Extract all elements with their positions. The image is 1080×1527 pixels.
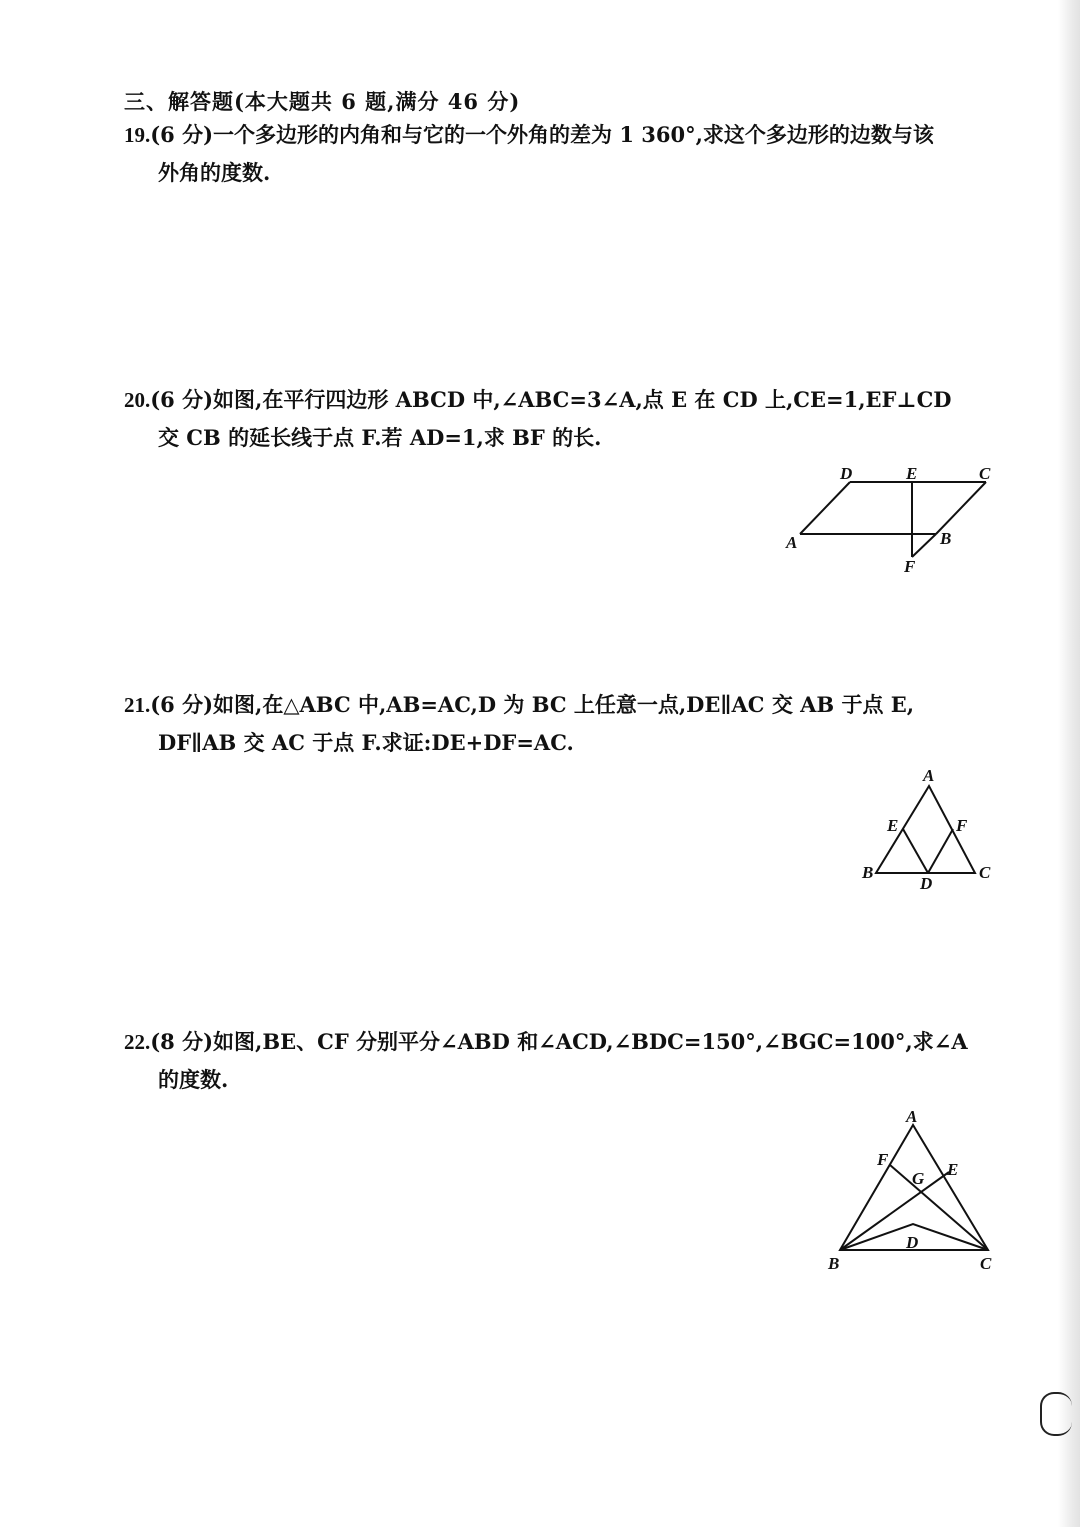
question-text-line1: (6 分)如图,在△ABC 中,AB=AC,D 为 BC 上任意一点,DE∥AC 交 AB 于点 E, xyxy=(150,692,915,717)
question-text-line2: 交 CB 的延长线于点 F.若 AD=1,求 BF 的长. xyxy=(158,425,602,450)
question-20 xyxy=(124,381,1004,457)
question-19 xyxy=(124,116,1004,192)
label-d: D xyxy=(906,1233,919,1252)
question-text-line1: (8 分)如图,BE、CF 分别平分∠ABD 和∠ACD,∠BDC=150°,∠BGC=100°,求∠A xyxy=(150,1029,968,1054)
label-c: C xyxy=(979,464,991,483)
label-a: A xyxy=(786,533,798,552)
question-21 xyxy=(124,686,1004,762)
question-number: 22. xyxy=(124,1030,151,1054)
question-number: 20. xyxy=(124,388,151,412)
label-b: B xyxy=(940,529,952,548)
label-f: F xyxy=(904,557,916,576)
label-f: F xyxy=(877,1150,889,1169)
question-text-line2: DF∥AB 交 AC 于点 F.求证:DE+DF=AC. xyxy=(158,730,574,755)
segment-de xyxy=(903,829,928,873)
parallelogram-figure xyxy=(770,455,1010,580)
angle-bisector-figure xyxy=(820,1100,1005,1280)
label-e: E xyxy=(887,816,899,835)
question-text-line2: 外角的度数. xyxy=(158,160,271,185)
label-f: F xyxy=(956,816,968,835)
question-number: 21. xyxy=(124,693,151,717)
segment-bf xyxy=(912,534,936,557)
label-d: D xyxy=(920,874,933,893)
segment-ad xyxy=(800,482,850,534)
label-a: A xyxy=(906,1107,918,1126)
label-c: C xyxy=(979,863,991,882)
question-number: 19. xyxy=(124,123,151,147)
segment-cf xyxy=(890,1165,988,1250)
segment-df xyxy=(928,829,953,873)
segment-be xyxy=(840,1172,949,1250)
page-edge-shadow xyxy=(1058,0,1080,1527)
label-e: E xyxy=(947,1160,959,1179)
label-b: B xyxy=(862,863,874,882)
isosceles-triangle-figure xyxy=(855,762,1005,894)
label-d: D xyxy=(840,464,853,483)
label-c: C xyxy=(980,1254,992,1273)
question-text-line1: (6 分)如图,在平行四边形 ABCD 中,∠ABC=3∠A,点 E 在 CD 上,CE=1,EF⊥CD xyxy=(150,387,952,412)
page-corner-mark xyxy=(1040,1392,1072,1436)
segment-cb xyxy=(936,482,986,534)
label-b: B xyxy=(828,1254,840,1273)
question-text-line2: 的度数. xyxy=(158,1067,229,1092)
label-a: A xyxy=(923,766,935,785)
question-22 xyxy=(124,1023,1004,1099)
label-g: G xyxy=(912,1169,925,1188)
question-text-line1: (6 分)一个多边形的内角和与它的一个外角的差为 1 360°,求这个多边形的边数与该 xyxy=(150,122,934,147)
section-title: 三、解答题(本大题共 6 题,满分 46 分) xyxy=(124,89,521,114)
label-e: E xyxy=(906,464,918,483)
